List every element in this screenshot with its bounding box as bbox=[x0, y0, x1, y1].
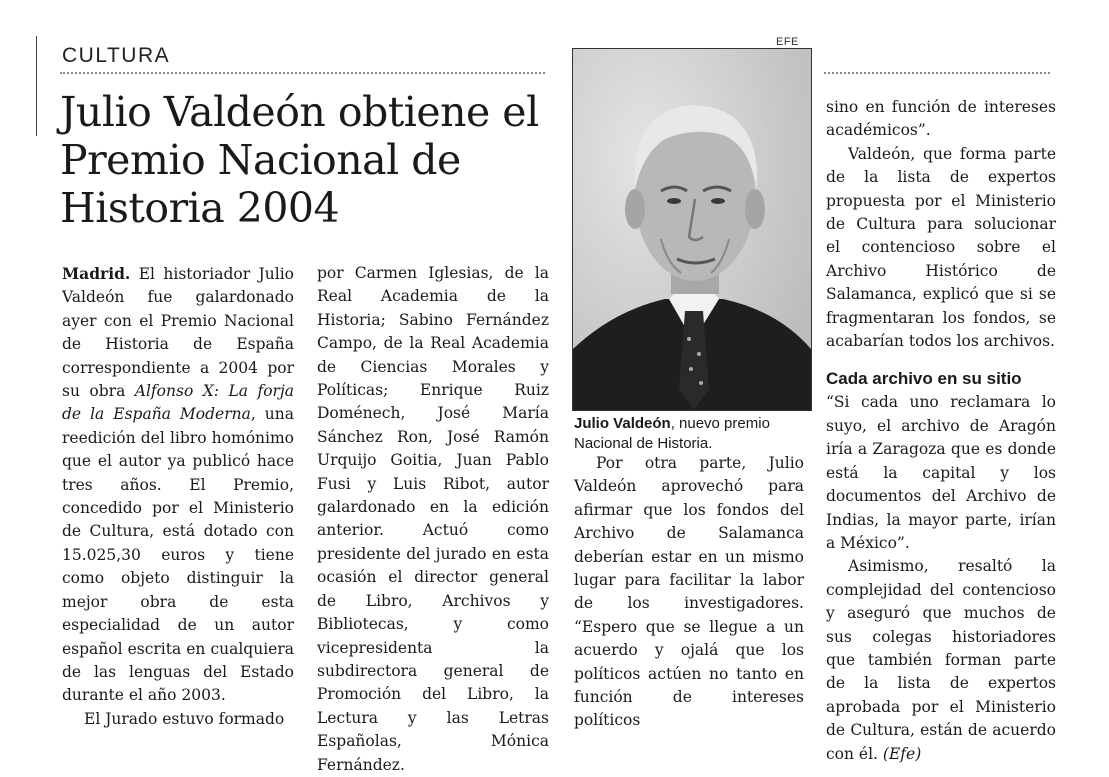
article-paragraph: por Carmen Iglesias, de la Real Academia de la Historia; Sabino Fernández Campo, de la Real Academia de Ciencias Morales y Políticas; Enrique Ruiz Doménech, José María Sánchez Ron, José Ramón Urquijo Goitia, Juan Pablo Fusi y Luis Ribot, autor galardonado en la edición anterior. Actuó como presidente del jurado en esta ocasión el director general de Libro, Archivos y Bibliotecas, y como vicepresidenta la subdirectora general de Promoción del Libro, la Lectura y las Letras Españolas, Mónica Fernández. bbox=[317, 264, 549, 774]
signoff: (Efe) bbox=[882, 744, 922, 763]
article-paragraph bbox=[62, 262, 294, 708]
right-dotted-rule bbox=[824, 72, 1050, 74]
section-label: CULTURA bbox=[62, 44, 171, 67]
article-paragraph: Por otra parte, Julio Valdeón aprovechó para afirmar que los fondos del Archivo de Salamanca deberían estar en un mismo lugar para facilitar la labor de los investigadores. “Espero que se llegue a un acuerdo y ojalá que los políticos actúen no tanto en función de intereses políticos bbox=[574, 454, 804, 730]
article-column-2 bbox=[317, 262, 549, 777]
article-paragraph: sino en función de intereses académicos”. bbox=[826, 98, 1056, 140]
article-column-1 bbox=[62, 262, 294, 731]
photo-caption bbox=[574, 414, 814, 454]
book-title: Alfonso X: La forja de la España Moderna bbox=[62, 382, 294, 424]
article-paragraph: El Jurado estuvo formado bbox=[84, 709, 285, 728]
headline: Julio Valdeón obtiene el Premio Nacional de Historia 2004 bbox=[60, 88, 539, 232]
article-paragraph: “Si cada uno reclamara lo suyo, el archivo de Aragón iría a Zaragoza que es donde está la capital y los documentos del Archivo de Indias, la mayor parte, irían a México”. bbox=[826, 393, 1056, 552]
paragraph-text: El historiador Julio Valdeón fue galardonado ayer con el Premio Nacional de Historia de España correspondiente a 2004 por su obra bbox=[62, 265, 294, 401]
caption-name: Julio Valdeón bbox=[574, 415, 671, 432]
paragraph-text: , una reedición del libro homónimo que el autor ya publicó hace tres años. El Premio, concedido por el Ministerio de Cultura, está dotado con 15.025,30 euros y tiene como objeto distinguir la mejor obra de esta especialidad de un autor español escrita en cualquiera de las lenguas del Estado durante el año 2003. bbox=[62, 405, 295, 705]
article-column-4 bbox=[826, 96, 1056, 766]
section-dotted-rule bbox=[60, 72, 545, 74]
article-column-3 bbox=[574, 452, 804, 733]
caption-text: , nuevo premio Nacional de Historia. bbox=[574, 415, 770, 452]
subheading: Cada archivo en su sitio bbox=[826, 369, 1022, 389]
article-paragraph: Valdeón, que forma parte de la lista de expertos propuesta por el Ministerio de Cultura para solucionar el contencioso sobre el Archivo Histórico de Salamanca, explicó que si se fragmentaran los fondos, se acabarían todos los archivos. bbox=[826, 144, 1056, 351]
dateline: Madrid. bbox=[62, 264, 131, 283]
left-margin-rule bbox=[36, 36, 37, 136]
portrait-photo bbox=[572, 48, 812, 411]
photo-credit: EFE bbox=[776, 36, 799, 48]
article-paragraph bbox=[826, 555, 1056, 766]
paragraph-text: Asimismo, resaltó la complejidad del contencioso y aseguró que muchos de sus colegas historiadores que también forman parte de la lista de expertos aprobada por el Ministerio de Cultura, están de acuerdo con él. bbox=[826, 557, 1056, 763]
